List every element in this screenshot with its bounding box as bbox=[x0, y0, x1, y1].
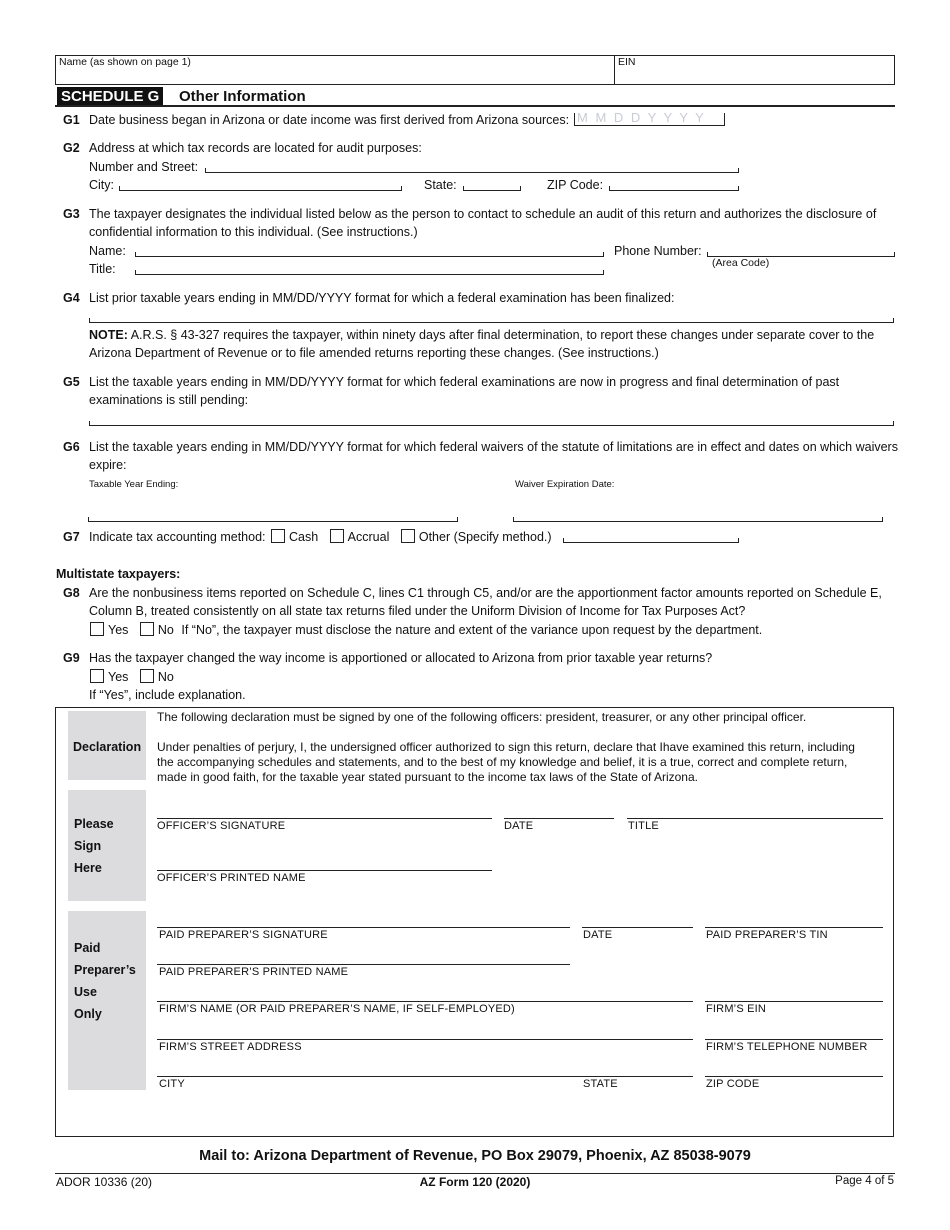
g7-accrual-checkbox[interactable] bbox=[330, 529, 344, 543]
preparer-label-3: Use bbox=[74, 985, 97, 999]
firm-city-field[interactable] bbox=[157, 1076, 693, 1077]
declaration-label: Declaration bbox=[73, 740, 142, 754]
g8-note: If “No”, the taxpayer must disclose the nature and extent of the variance upon request by the department. bbox=[181, 623, 763, 637]
g9-yes-label: Yes bbox=[108, 670, 129, 684]
g5-text-line1: List the taxable years ending in MM/DD/YYYY format for which federal examinations are now in progress and final determination of past bbox=[89, 375, 840, 389]
g7-cash-label: Cash bbox=[289, 530, 319, 544]
officer-signature-label: OFFICER’S SIGNATURE bbox=[157, 820, 286, 832]
g8-no-checkbox[interactable] bbox=[140, 622, 154, 636]
sign-here-label-1: Please bbox=[74, 817, 114, 831]
preparer-date-label: DATE bbox=[583, 929, 613, 941]
mail-to: Mail to: Arizona Department of Revenue, PO Box 29079, Phoenix, AZ 85038-9079 bbox=[199, 1148, 751, 1164]
g6-number: G6 bbox=[63, 440, 80, 454]
preparer-signature-field[interactable] bbox=[157, 927, 570, 928]
g9-no-checkbox[interactable] bbox=[140, 669, 154, 683]
g1-text: Date business began in Arizona or date income was first derived from Arizona sources: bbox=[89, 113, 570, 127]
officer-title-label: TITLE bbox=[628, 820, 659, 832]
g8-yes-label: Yes bbox=[108, 623, 129, 637]
ein-label: EIN bbox=[618, 56, 636, 68]
multistate-heading: Multistate taxpayers: bbox=[56, 567, 181, 581]
g4-text: List prior taxable years ending in MM/DD/YYYY format for which a federal examination has been finalized: bbox=[89, 291, 675, 305]
g3-title-label: Title: bbox=[89, 262, 116, 276]
g2-number: G2 bbox=[63, 141, 80, 155]
g9-options bbox=[90, 668, 174, 687]
g5-field[interactable] bbox=[89, 421, 894, 426]
preparer-printed-name-label: PAID PREPARER’S PRINTED NAME bbox=[159, 966, 349, 978]
officer-date-label: DATE bbox=[504, 820, 534, 832]
declaration-line3: the accompanying schedules and statements, and to the best of my knowledge and belief, it is a true, correct and complete return, bbox=[157, 755, 848, 769]
firm-name-label: FIRM’S NAME (OR PAID PREPARER’S NAME, IF SELF-EMPLOYED) bbox=[159, 1003, 515, 1015]
firm-phone-field[interactable] bbox=[705, 1039, 883, 1040]
g4-field[interactable] bbox=[89, 318, 894, 323]
schedule-title: Other Information bbox=[179, 88, 306, 105]
firm-name-field[interactable] bbox=[157, 1001, 693, 1002]
g8-options bbox=[90, 621, 762, 640]
footer-page-number: Page 4 of 5 bbox=[835, 1175, 894, 1187]
footer-form-code: ADOR 10336 (20) bbox=[56, 1175, 153, 1189]
firm-zip-label: ZIP CODE bbox=[706, 1078, 760, 1090]
g7-accrual-label: Accrual bbox=[347, 530, 390, 544]
officer-printed-name-field[interactable] bbox=[157, 870, 492, 871]
g3-area-code-label: (Area Code) bbox=[712, 257, 770, 269]
g7-other-checkbox[interactable] bbox=[401, 529, 415, 543]
firm-street-field[interactable] bbox=[157, 1039, 693, 1040]
note-text-line2: Arizona Department of Revenue or to file amended returns reporting these changes. (See instructions.) bbox=[89, 346, 659, 360]
g9-number: G9 bbox=[63, 651, 80, 665]
declaration-line2: Under penalties of perjury, I, the undersigned officer authorized to sign this return, declare that Ihave examined this return, including bbox=[157, 740, 855, 754]
g6-col2-label: Waiver Expiration Date: bbox=[515, 479, 615, 490]
note-text: A.R.S. § 43-327 requires the taxpayer, within ninety days after final determination, to report these changes under separate cover to the bbox=[130, 328, 875, 342]
firm-ein-field[interactable] bbox=[705, 1001, 883, 1002]
name-label: Name (as shown on page 1) bbox=[59, 56, 191, 68]
g2-street-field[interactable] bbox=[205, 168, 739, 173]
g2-zip-label: ZIP Code: bbox=[547, 178, 604, 192]
preparer-signature-label: PAID PREPARER’S SIGNATURE bbox=[159, 929, 328, 941]
g7-cash-checkbox[interactable] bbox=[271, 529, 285, 543]
officer-signature-field[interactable] bbox=[157, 818, 492, 819]
g7-other-field[interactable] bbox=[563, 538, 739, 543]
sign-here-label-3: Here bbox=[74, 861, 102, 875]
g8-text-line1: Are the nonbusiness items reported on Schedule C, lines C1 through C5, and/or are the apportionment factor amounts reported on Schedule E, bbox=[89, 586, 882, 600]
g6-taxable-year-field[interactable] bbox=[88, 517, 458, 522]
preparer-label-1: Paid bbox=[74, 941, 101, 955]
note-text-line1 bbox=[89, 326, 874, 345]
g3-name-field[interactable] bbox=[135, 252, 604, 257]
declaration-line1: The following declaration must be signed by one of the following officers: president, treasurer, or any other principal officer. bbox=[157, 710, 807, 724]
g1-number: G1 bbox=[63, 113, 80, 127]
g2-street-label: Number and Street: bbox=[89, 160, 199, 174]
preparer-label-2: Preparer’s bbox=[74, 963, 136, 977]
g5-number: G5 bbox=[63, 375, 80, 389]
g9-text: Has the taxpayer changed the way income is apportioned or allocated to Arizona from prior taxable year returns? bbox=[89, 651, 713, 665]
schedule-rule bbox=[55, 105, 895, 107]
g9-note: If “Yes”, include explanation. bbox=[89, 688, 246, 702]
officer-title-field[interactable] bbox=[627, 818, 883, 819]
firm-state-label: STATE bbox=[583, 1078, 618, 1090]
g2-state-field[interactable] bbox=[463, 186, 521, 191]
g2-state-label: State: bbox=[424, 178, 457, 192]
schedule-tag: SCHEDULE G bbox=[57, 87, 163, 105]
g3-number: G3 bbox=[63, 207, 80, 221]
g2-zip-field[interactable] bbox=[609, 186, 739, 191]
officer-date-field[interactable] bbox=[504, 818, 614, 819]
g9-yes-checkbox[interactable] bbox=[90, 669, 104, 683]
firm-zip-field[interactable] bbox=[705, 1076, 883, 1077]
declaration-line4: made in good faith, for the taxable year stated pursuant to the income tax laws of the State of Arizona. bbox=[157, 770, 698, 784]
g9-no-label: No bbox=[157, 670, 174, 684]
preparer-printed-name-field[interactable] bbox=[157, 964, 570, 965]
firm-city-label: CITY bbox=[159, 1078, 185, 1090]
g6-text-line2: expire: bbox=[89, 458, 127, 472]
firm-street-label: FIRM’S STREET ADDRESS bbox=[159, 1041, 302, 1053]
g2-city-label: City: bbox=[89, 178, 114, 192]
g8-number: G8 bbox=[63, 586, 80, 600]
firm-phone-label: FIRM’S TELEPHONE NUMBER bbox=[706, 1041, 868, 1053]
g8-no-label: No bbox=[157, 623, 174, 637]
firm-ein-label: FIRM’S EIN bbox=[706, 1003, 767, 1015]
g7-number: G7 bbox=[63, 530, 80, 544]
footer-rule bbox=[55, 1173, 895, 1174]
g4-number: G4 bbox=[63, 291, 80, 305]
g1-date-placeholder: M M D D Y Y Y Y bbox=[577, 110, 706, 125]
g5-text-line2: examinations is still pending: bbox=[89, 393, 249, 407]
name-field[interactable] bbox=[58, 68, 610, 82]
ein-field[interactable] bbox=[618, 68, 890, 82]
g3-name-label: Name: bbox=[89, 244, 126, 258]
preparer-date-field[interactable] bbox=[582, 927, 693, 928]
preparer-tin-label: PAID PREPARER’S TIN bbox=[706, 929, 828, 941]
note-label: NOTE: bbox=[89, 328, 128, 342]
g6-text-line1: List the taxable years ending in MM/DD/YYYY format for which federal waivers of the statute of limitations are in effect and dates on which waivers bbox=[89, 440, 898, 454]
g8-yes-checkbox[interactable] bbox=[90, 622, 104, 636]
g7-text: Indicate tax accounting method: bbox=[89, 530, 266, 544]
ein-divider bbox=[614, 55, 615, 84]
preparer-tin-field[interactable] bbox=[705, 927, 883, 928]
g3-title-field[interactable] bbox=[135, 270, 604, 275]
g2-text: Address at which tax records are located for audit purposes: bbox=[89, 141, 422, 155]
sign-here-label-2: Sign bbox=[74, 839, 102, 853]
preparer-label-4: Only bbox=[74, 1007, 102, 1021]
g3-text-line1: The taxpayer designates the individual listed below as the person to contact to schedule an audit of this return and authorizes the disclosure of bbox=[89, 207, 877, 221]
g6-waiver-date-field[interactable] bbox=[513, 517, 883, 522]
g7-other-label: Other (Specify method.) bbox=[418, 530, 552, 544]
footer-form-title: AZ Form 120 (2020) bbox=[419, 1175, 531, 1189]
g8-text-line2: Column B, treated consistently on all state tax returns filed under the Uniform Division of Income for Tax Purposes Act? bbox=[89, 604, 746, 618]
g2-city-field[interactable] bbox=[119, 186, 402, 191]
g6-col1-label: Taxable Year Ending: bbox=[89, 479, 179, 490]
g3-phone-label: Phone Number: bbox=[614, 244, 702, 258]
g3-text-line2: confidential information to this individual. (See instructions.) bbox=[89, 225, 418, 239]
officer-printed-name-label: OFFICER’S PRINTED NAME bbox=[157, 872, 306, 884]
g7-row bbox=[89, 528, 552, 547]
